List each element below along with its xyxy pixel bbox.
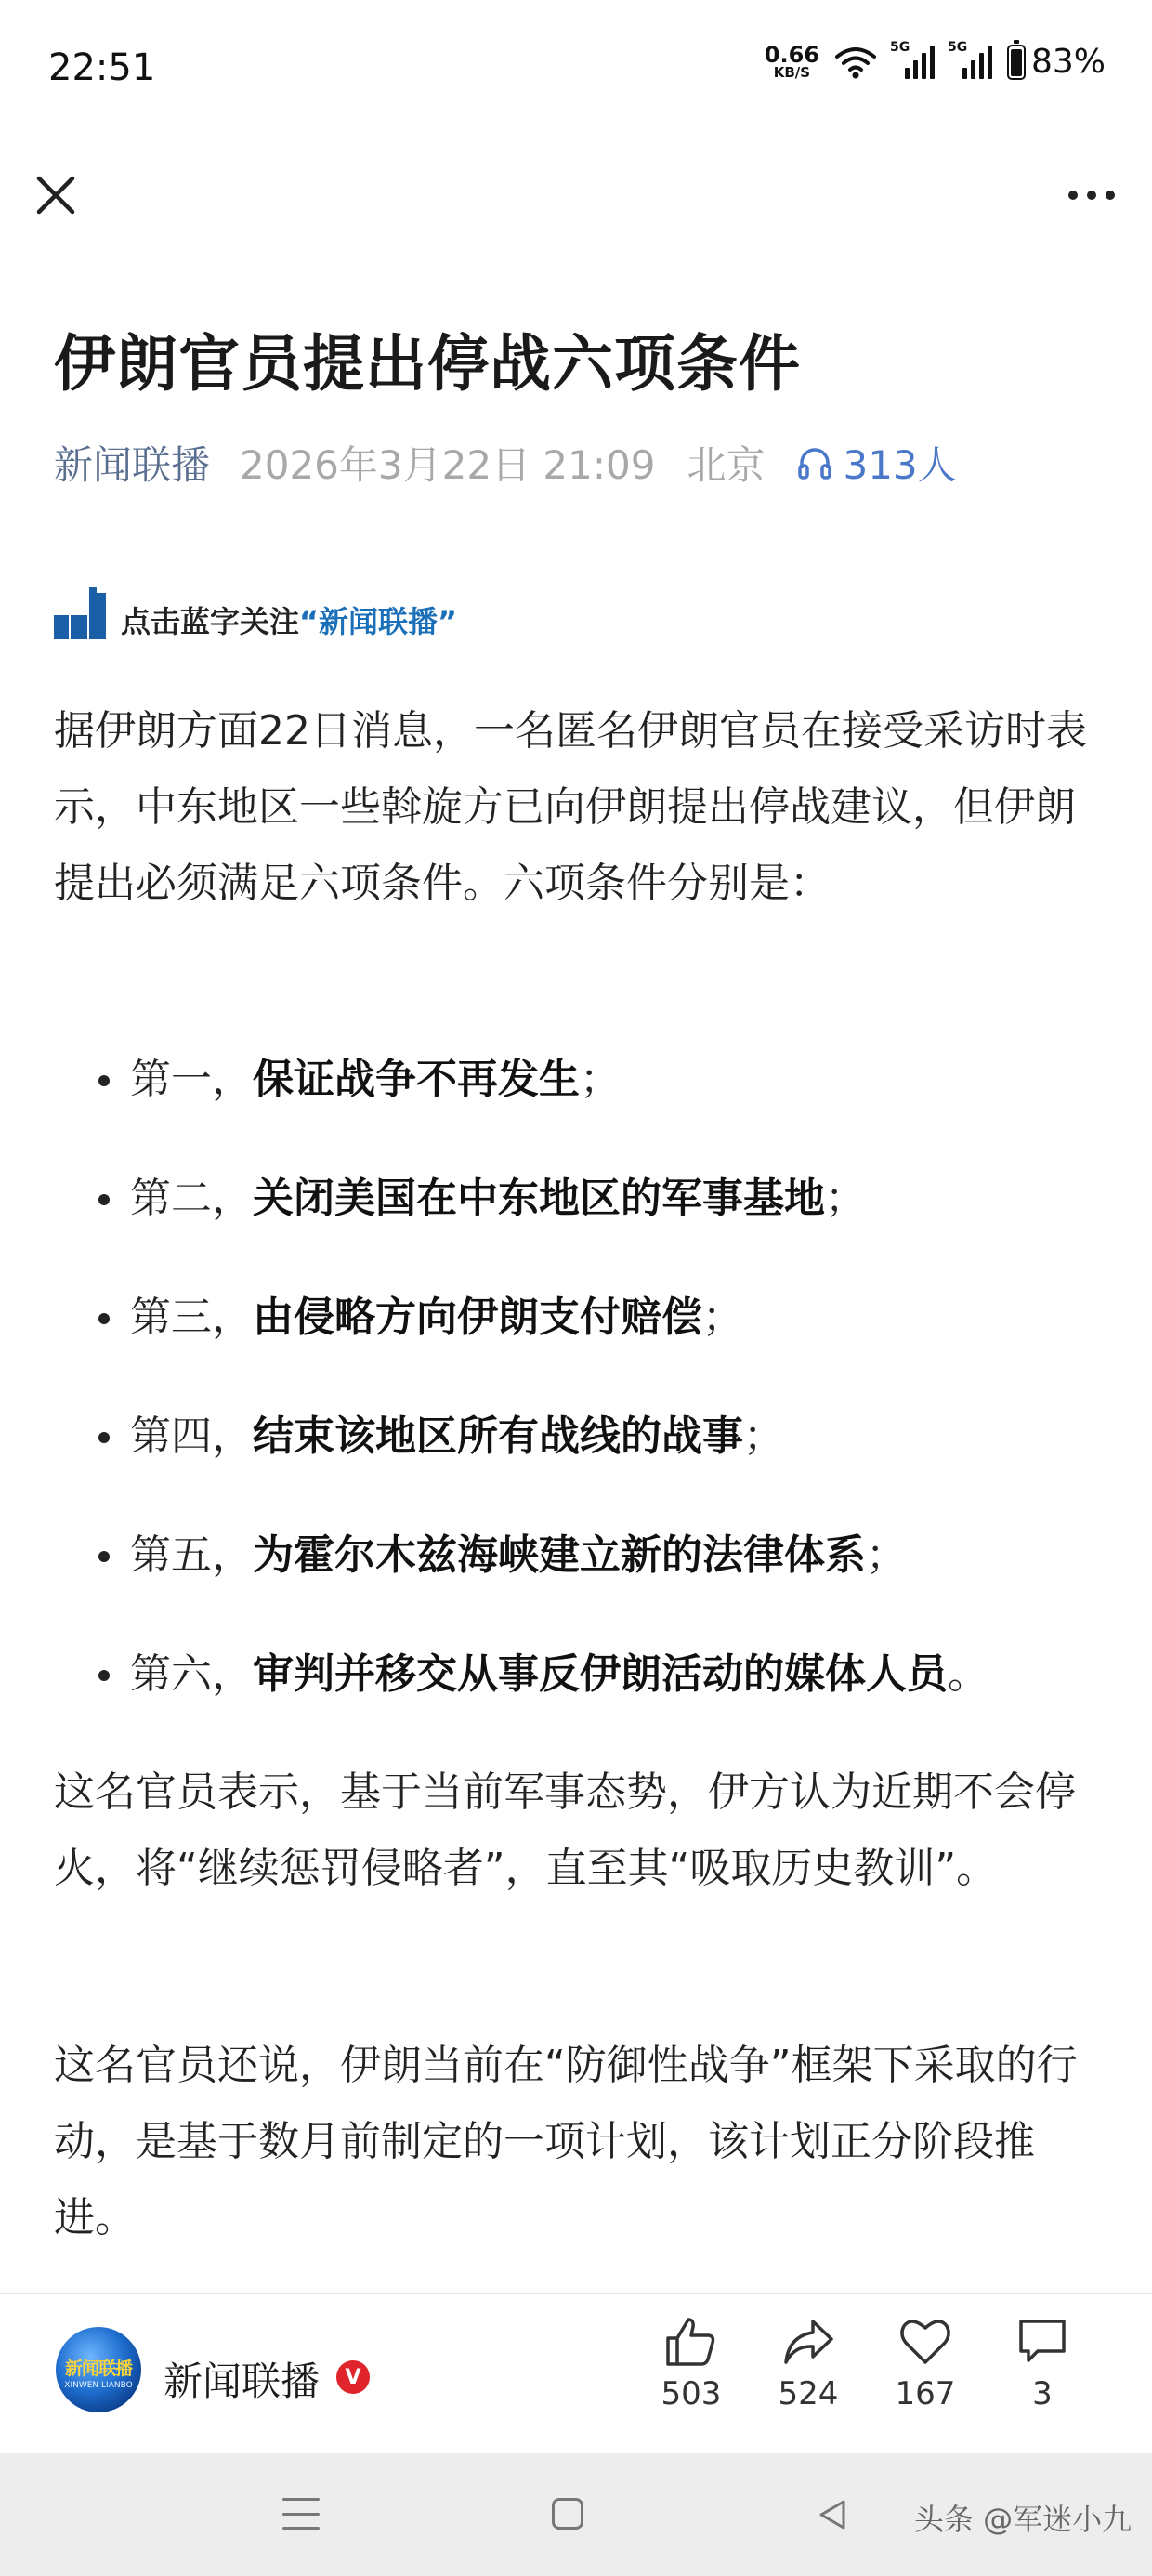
thumbs-up-icon xyxy=(664,2316,718,2368)
close-icon xyxy=(26,165,85,225)
article-paragraph: 这名官员还说，伊朗当前在“防御性战争”框架下采取的行动，是基于数月前制定的一项计划，该计划正分阶段推进。 xyxy=(54,2042,1078,2241)
net-speed-unit: KB/S xyxy=(773,64,811,81)
follow-text xyxy=(121,598,457,641)
share-icon xyxy=(781,2316,835,2368)
article-location: 北京 xyxy=(687,442,766,488)
list-item: 第四，结束该地区所有战线的战事； xyxy=(93,1398,988,1517)
article-title: 伊朗官员提出停战六项条件 xyxy=(54,328,801,400)
favorite-button[interactable] xyxy=(879,2316,972,2412)
menu-icon[interactable] xyxy=(282,2498,320,2530)
battery-percent: 83% xyxy=(1030,43,1106,81)
list-item: 第六，审判并移交从事反伊朗活动的媒体人员。 xyxy=(93,1636,988,1755)
article-meta xyxy=(54,435,957,491)
follow-banner[interactable] xyxy=(54,587,457,641)
wifi-icon xyxy=(834,46,877,79)
follow-link[interactable]: “新闻联播” xyxy=(299,604,458,639)
battery-indicator xyxy=(1007,43,1106,81)
signal-icon xyxy=(889,39,935,79)
comment-button[interactable] xyxy=(996,2316,1089,2412)
listener-count: 313人 xyxy=(843,442,957,488)
more-icon xyxy=(1068,191,1078,200)
share-count: 524 xyxy=(778,2375,839,2412)
favorite-count: 167 xyxy=(895,2375,956,2412)
signal-icon xyxy=(947,39,992,79)
battery-icon xyxy=(1007,45,1026,80)
signal-2-label: 5G xyxy=(947,39,968,55)
signal-1-label: 5G xyxy=(889,39,910,55)
share-button[interactable] xyxy=(762,2316,855,2412)
brand-logo-icon xyxy=(54,587,108,641)
comment-count: 3 xyxy=(1032,2375,1053,2412)
like-button[interactable] xyxy=(645,2316,738,2412)
list-item: 第五，为霍尔木兹海峡建立新的法律体系； xyxy=(93,1517,988,1636)
listen-button[interactable] xyxy=(796,435,956,491)
avatar-subtext: XINWEN LIANBO xyxy=(64,2381,133,2390)
watermark: 头条 @军迷小九 xyxy=(914,2502,1132,2537)
net-speed xyxy=(765,44,819,80)
back-icon[interactable] xyxy=(814,2496,851,2533)
avatar[interactable] xyxy=(56,2327,141,2412)
follow-prefix: 点击蓝字关注 xyxy=(121,604,300,639)
close-button[interactable] xyxy=(26,165,85,225)
status-indicators xyxy=(764,39,1106,81)
verified-badge: V xyxy=(336,2360,370,2394)
comment-icon xyxy=(1015,2316,1069,2368)
article-paragraph: 据伊朗方面22日消息，一名匿名伊朗官员在接受采访时表示，中东地区一些斡旋方已向伊朗提出停战建议，但伊朗提出必须满足六项条件。六项条件分别是： xyxy=(54,707,1087,907)
article-source[interactable]: 新闻联播 xyxy=(54,442,211,488)
headphones-icon xyxy=(796,444,833,481)
like-count: 503 xyxy=(661,2375,722,2412)
heart-icon xyxy=(898,2316,952,2368)
avatar-text: 新闻联播 xyxy=(64,2359,132,2379)
list-item: 第一，保证战争不再发生； xyxy=(93,1041,988,1160)
status-time: 22:51 xyxy=(48,46,156,89)
conditions-list xyxy=(93,1041,988,1755)
author-name[interactable]: 新闻联播 xyxy=(164,2359,321,2404)
home-icon[interactable] xyxy=(552,2498,583,2530)
more-options-button[interactable] xyxy=(1059,169,1124,221)
list-item: 第三，由侵略方向伊朗支付赔偿； xyxy=(93,1279,988,1398)
article-paragraph: 这名官员表示，基于当前军事态势，伊方认为近期不会停火，将“继续惩罚侵略者”，直至其“吸取历史教训”。 xyxy=(54,1768,1076,1892)
net-speed-value: 0.66 xyxy=(764,42,819,68)
list-item: 第二，关闭美国在中东地区的军事基地； xyxy=(93,1160,988,1279)
article-date: 2026年3月22日 21:09 xyxy=(240,442,656,488)
